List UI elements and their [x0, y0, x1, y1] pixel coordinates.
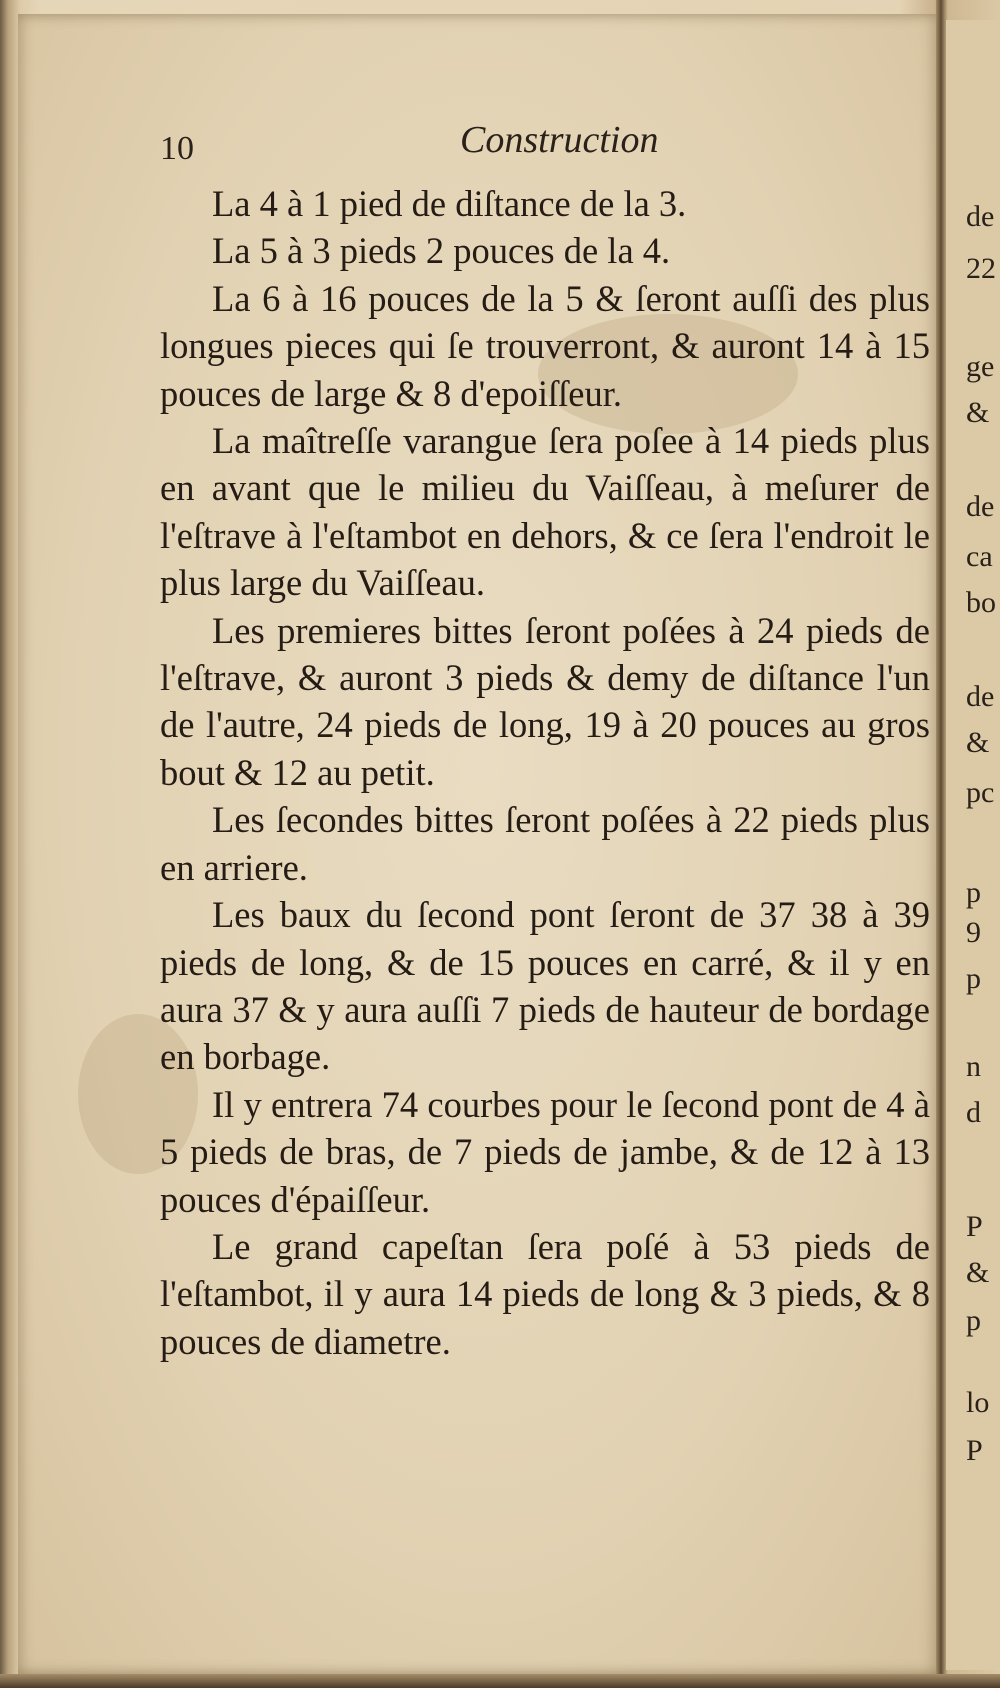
fragment: lo [966, 1386, 990, 1419]
paragraph: Les ſecondes bittes ſeront poſées à 22 pieds plus en arriere. [160, 799, 930, 888]
fragment: p [966, 876, 981, 909]
fragment: p [966, 962, 981, 995]
page-bottom-edge [0, 1674, 1000, 1688]
page-number: 10 [160, 130, 194, 167]
fragment: n [966, 1050, 981, 1083]
book-gutter [936, 0, 946, 1688]
fragment: de [966, 200, 995, 233]
running-title: Construction [460, 119, 659, 161]
fragment: de [966, 680, 995, 713]
paragraph: La 6 à 16 pouces de la 5 & ſeront auſſi des plus longues pieces qui ſe trouverront, & auront 14 à 15 pouces de large & 8 d'epoiſſeur. [160, 277, 930, 414]
fragment: p [966, 1304, 981, 1337]
fragment: pc [966, 776, 995, 809]
fragment: ca [966, 540, 993, 573]
fragment: P [966, 1210, 983, 1243]
paragraph: La 4 à 1 pied de diſtance de la 3. [212, 183, 687, 224]
fragment: ge [966, 350, 995, 383]
fragment: 9 [966, 916, 981, 949]
body-text [160, 180, 930, 1365]
fragment: 22 [966, 252, 996, 285]
paragraph: Il y entrera 74 courbes pour le ſecond pont de 4 à 5 pieds de bras, de 7 pieds de jambe, & de 12 à 13 pouces d'épaiſſeur. [160, 1083, 930, 1220]
paragraph: Le grand capeſtan ſera poſé à 53 pieds de l'eſtambot, il y aura 14 pieds de long & 3 pieds, & 8 pouces de diametre. [160, 1225, 930, 1362]
fragment: de [966, 490, 995, 523]
fragment: bo [966, 586, 996, 619]
running-head [160, 118, 720, 178]
fragment: & [966, 396, 990, 429]
fragment: P [966, 1434, 983, 1467]
paragraph: La 5 à 3 pieds 2 pouces de la 4. [212, 230, 671, 272]
fragment: & [966, 726, 990, 759]
paragraph: Les baux du ſecond pont ſeront de 37 38 à 39 pieds de long, & de 15 pouces en carré, & il y en aura 37 & y aura auſſi 7 pieds de hauteur de bordage en borbage. [160, 894, 930, 1078]
paragraph: Les premieres bittes ſeront poſées à 24 pieds de l'eſtrave, & auront 3 pieds & demy de diſtance l'un de l'autre, 24 pieds de long, 19 à 20 pouces au gros bout & 12 au petit. [160, 609, 930, 793]
fragment: d [966, 1096, 981, 1129]
paragraph: La maîtreſſe varangue ſera poſee à 14 pieds plus en avant que le milieu du Vaiſſeau, à meſurer de l'eſtrave à l'eſtambot en dehors, & ce ſera l'endroit le plus large du Vaiſſeau. [160, 420, 930, 604]
fragment: & [966, 1256, 990, 1289]
